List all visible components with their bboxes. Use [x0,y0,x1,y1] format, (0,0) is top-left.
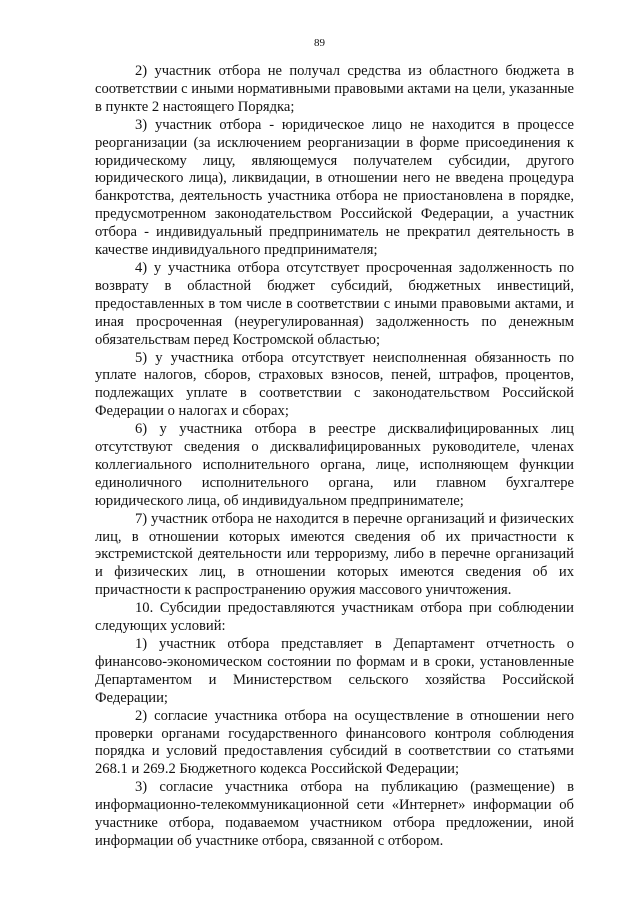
paragraph-criterion-2: 2) участник отбора не получал средства из областного бюджета в соответствии с иными нормативными правовыми актами на цели, указанные в пункте 2 настоящего Порядка; [95,63,574,115]
paragraph-condition-3: 3) согласие участника отбора на публикацию (размещение) в информационно-телекоммуникационной сети «Интернет» информации об участнике отбора, подаваемом участником отбора предложении, иной информации об участнике отбора, связанной с отбором. [95,779,574,849]
paragraph-condition-2: 2) согласие участника отбора на осуществление в отношении него проверки органами государственного финансового контроля соблюдения порядка и условий предоставления субсидий в соответствии со статьями 268.1 и 269.2 Бюджетного кодекса Российской Федерации; [95,707,574,778]
paragraph-criterion-6: 6) у участника отбора в реестре дисквалифицированных лиц отсутствуют сведения о дисквалифицированных руководителе, членах коллегиального исполнительного органа, лице, исполняющем функции единоличного исполнительного органа, или главном бухгалтере юридического лица, об индивидуальном предпринимателе; [95,421,574,509]
paragraph-criterion-5: 5) у участника отбора отсутствует неисполненная обязанность по уплате налогов, сборов, страховых взносов, пеней, штрафов, процентов, подлежащих уплате в соответствии с законодательством Российской Федерации о налогах и сборах; [95,349,574,420]
paragraph-criterion-7: 7) участник отбора не находится в перечне организаций и физических лиц, в отношении которых имеются сведения об их причастности к экстремистской деятельности или терроризму, либо в перечне организаций и физических лиц, в отношении которых имеются сведения об их причастности к распространению оружия массового уничтожения. [95,510,574,599]
paragraph-condition-1: 1) участник отбора представляет в Департамент отчетность о финансово-экономическом состоянии по формам и в сроки, установленные Департаментом и Министерством сельского хозяйства Российской Федерации; [95,636,574,706]
paragraph-section-10: 10. Субсидии предоставляются участникам отбора при соблюдении следующих условий: [95,600,574,635]
body-text [95,63,574,851]
paragraph-criterion-3: 3) участник отбора - юридическое лицо не находится в процессе реорганизации (за исключением реорганизации в форме присоединения к юридическому лицу, являющемуся получателем субсидии, другого юридического лица), ликвидации, в отношении него не введена процедура банкротства, деятельность участника отбора не приостановлена в порядке, предусмотренном законодательством Российской Федерации, а участник отбора - индивидуальный предприниматель не прекратил деятельность в качестве индивидуального предпринимателя; [95,116,574,259]
page-number: 89 [314,37,325,49]
paragraph-criterion-4: 4) у участника отбора отсутствует просроченная задолженность по возврату в областной бюджет субсидий, бюджетных инвестиций, предоставленных в том числе в соответствии с иными правовыми актами, и иная просроченная (неурегулированная) задолженность по денежным обязательствам перед Костромской областью; [95,259,574,348]
